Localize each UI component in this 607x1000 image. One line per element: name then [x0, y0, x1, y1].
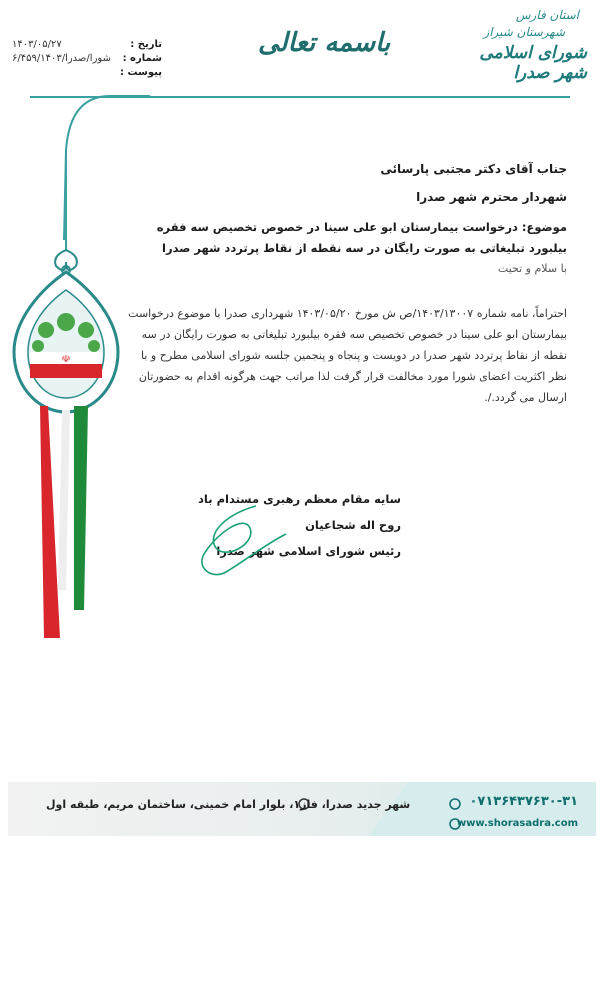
- footer-website[interactable]: www.shorasadra.com: [456, 818, 578, 829]
- letter-body: احتراماً، نامه شماره ۱۴۰۳/۱۳۰۰۷/ص ش مورخ ۱۴۰۳/۰۵/۲۰ شهرداری صدرا با موضوع درخواست بیمارستان ابو علی سینا در خصوص تخصیص سه فقره بیلبورد تبلیغاتی به صورت رایگان در سه نقطه از نقاط پرتردد شهر صدرا در دویست و پنجاه و پنجمین جلسه شورای اسلامی مطرح و با نظر اکثریت اعضای شورا مورد مخالفت قرار گرفت لذا مراتب جهت هرگونه اقدام به حضورتان ارسال می گردد./.: [128, 307, 567, 404]
- council-header: [447, 8, 587, 83]
- signer-title: رئیس شورای اسلامی شهر صدرا: [216, 544, 401, 558]
- attachment-label: پیوست :: [119, 67, 162, 78]
- date-row: [12, 38, 162, 52]
- handwritten-signature-icon: [186, 494, 296, 584]
- province-text: استان فارس: [515, 8, 579, 22]
- number-value: ۶/۴۵۹/۱۴۰۳/شورا/صدرا: [12, 53, 111, 64]
- motto-calligraphy: باسمه تعالی: [258, 28, 391, 58]
- date-value: ۱۴۰۳/۰۵/۲۷: [12, 39, 62, 50]
- number-row: [12, 52, 162, 66]
- attachment-row: [12, 66, 162, 80]
- signer-name: روح اله شجاعیان: [305, 518, 401, 532]
- recipient-name: جناب آقای دکتر مجتبی پارسائی: [380, 162, 567, 176]
- letter-meta: [12, 38, 162, 80]
- number-label: شماره :: [122, 53, 162, 64]
- footer-phone: ۰۷۱۳۶۴۳۷۶۳۰-۳۱: [469, 794, 578, 809]
- closing-text: سایه مقام معظم رهبری مستدام باد: [198, 492, 401, 506]
- county-text: شهرستان شیراز: [483, 25, 565, 39]
- svg-text:☫: ☫: [61, 354, 71, 365]
- footer-address: شهر جدید صدرا، فاز۱، بلوار امام خمینی، ساختمان مریم، طبقه اول: [46, 798, 411, 811]
- letter-subject: موضوع: درخواست بیمارستان ابو علی سینا در خصوص تخصیص سه فقره بیلبورد تبلیغاتی به صورت رایگان در سه نقطه از نقاط پرتردد شهر صدرا: [156, 220, 567, 255]
- footer-banner: [8, 782, 596, 836]
- recipient-title: شهردار محترم شهر صدرا: [416, 190, 567, 204]
- date-label: تاریخ :: [130, 39, 162, 50]
- greeting-text: با سلام و تحیت: [497, 262, 567, 275]
- council-name: شورای اسلامی شهر صدرا: [479, 43, 587, 83]
